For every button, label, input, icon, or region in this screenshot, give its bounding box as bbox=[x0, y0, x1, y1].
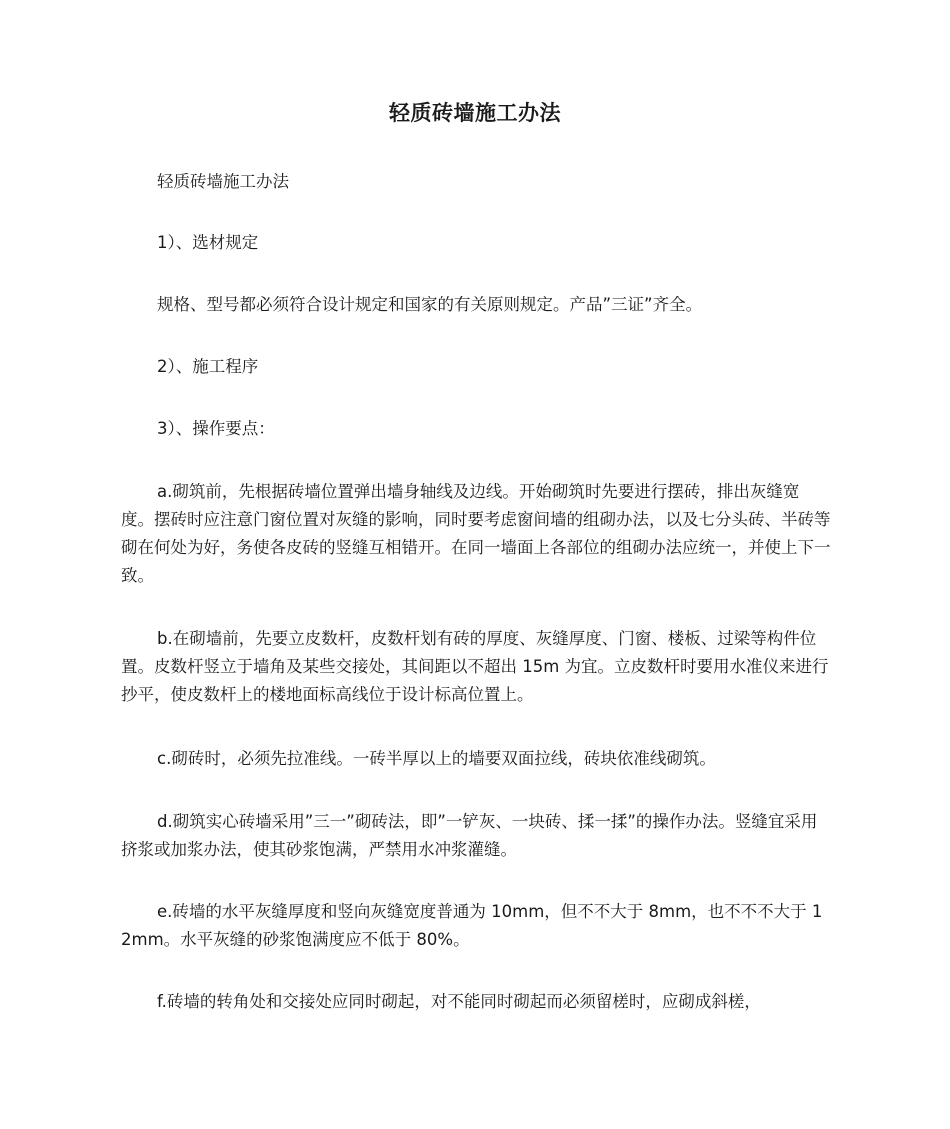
list-item-c: c.砌砖时，必须先拉准线。一砖半厚以上的墙要双面拉线，砖块依准线砌筑。 bbox=[157, 749, 716, 768]
list-item-f: f.砖墙的转角处和交接处应同时砌起，对不能同时砌起而必须留槎时，应砌成斜槎， bbox=[157, 992, 761, 1011]
page-title: 轻质砖墙施工办法 bbox=[389, 101, 561, 125]
list-item-e: e.砖墙的水平灰缝厚度和竖向灰缝宽度普通为 10mm，但不不大于 8mm，也不不不大于 12mm。水平灰缝的砂浆饱满度应不低于 80%。 bbox=[121, 902, 823, 949]
list-item-b: b.在砌墙前，先要立皮数杆，皮数杆划有砖的厚度、灰缝厚度、门窗、楼板、过梁等构件位置。皮数杆竖立于墙角及某些交接处，其间距以不超出 15m 为宜。立皮数杆时要用水准仪来进行抄平，使皮数杆上的楼地面标高线位于设计标高位置上。 bbox=[121, 629, 829, 704]
document-subtitle: 轻质砖墙施工办法 bbox=[157, 172, 289, 191]
list-item-a: a.砌筑前，先根据砖墙位置弹出墙身轴线及边线。开始砌筑时先要进行摆砖，排出灰缝宽度。摆砖时应注意门窗位置对灰缝的影响，同时要考虑窗间墙的组砌办法，以及七分头砖、半砖等砌在何处为好，务使各皮砖的竖缝互相错开。在同一墙面上各部位的组砌办法应统一，并使上下一致。 bbox=[121, 482, 831, 585]
section-heading-key-points: 3）、操作要点： bbox=[157, 419, 275, 438]
spec-paragraph: 规格、型号都必须符合设计规定和国家的有关原则规定。产品”三证”齐全。 bbox=[157, 295, 703, 314]
section-heading-material: 1）、选材规定 bbox=[157, 233, 259, 252]
list-item-d: d.砌筑实心砖墙采用”三一”砌砖法，即”一铲灰、一块砖、揉一揉”的操作办法。竖缝宜采用挤浆或加浆办法，使其砂浆饱满，严禁用水冲浆灌缝。 bbox=[121, 812, 818, 859]
section-heading-procedure: 2）、施工程序 bbox=[157, 357, 259, 376]
